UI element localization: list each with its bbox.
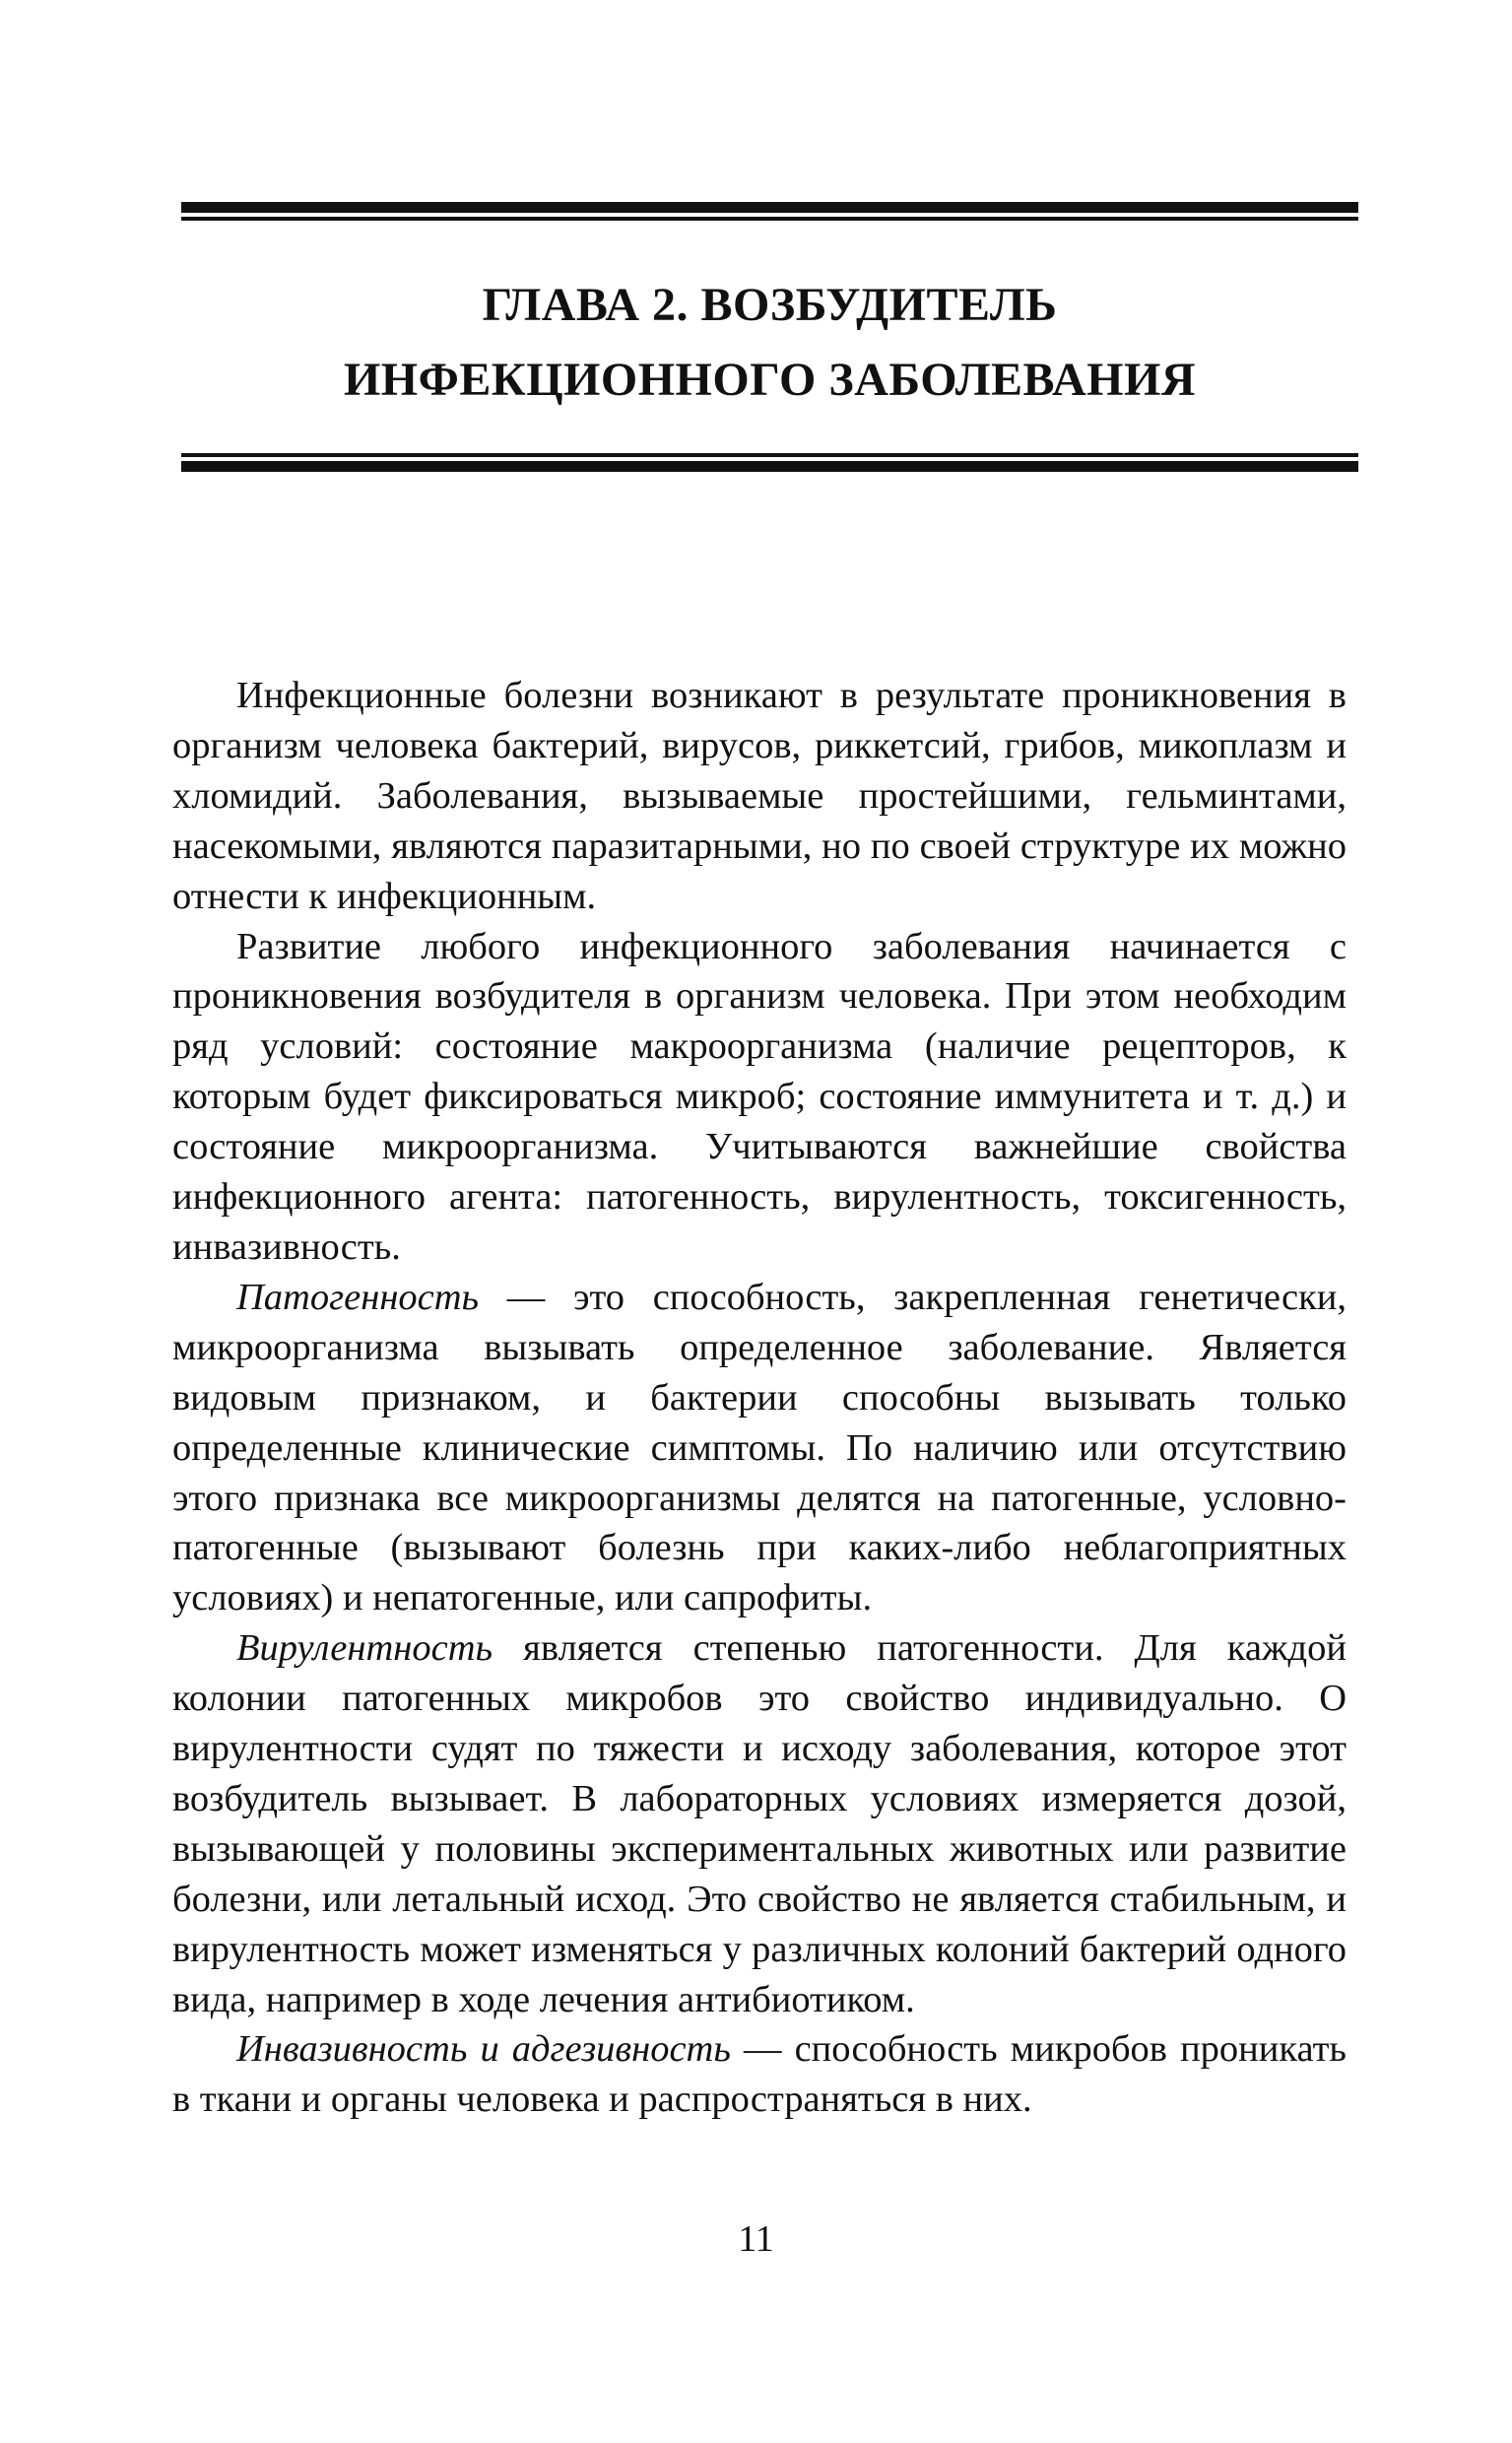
paragraph-pathogenicity <box>172 1273 1347 1623</box>
paragraph-virulence <box>172 1623 1347 2024</box>
top-thin-line <box>181 217 1358 221</box>
chapter-title-line-1: ГЛАВА 2. ВОЗБУДИТЕЛЬ <box>482 279 1058 331</box>
term-invasiveness: Инвазивность и адгезивность <box>236 2028 731 2071</box>
bottom-thin-line <box>181 453 1358 457</box>
body-text <box>172 671 1347 2125</box>
bottom-thick-line <box>181 461 1358 472</box>
paragraph-text: Развитие любого инфекционного заболевания начинается с проникновения возбудителя в организм человека. При этом необходим ряд условий: состояние макроорганизма (наличие рецепторов, к которым будет фиксироваться микроб; состояние иммунитета и т. д.) и состояние микроорганизма. Учитываются важнейшие свойства инфекционного агента: патогенность, вирулентность, токсигенность, инвазивность. <box>172 925 1347 1268</box>
term-virulence: Вирулентность <box>236 1627 493 1670</box>
paragraph-invasiveness <box>172 2024 1347 2125</box>
paragraph-development <box>172 922 1347 1273</box>
page-number: 11 <box>738 2218 774 2260</box>
chapter-title-line-2: ИНФЕКЦИОННОГО ЗАБОЛЕВАНИЯ <box>343 354 1197 406</box>
top-double-rule <box>181 202 1358 221</box>
paragraph-text: Инфекционные болезни возникают в результате проникновения в организм человека бактерий, вирусов, риккетсий, грибов, микоплазм и хломидий. Заболевания, вызываемые простейшими, гельминтами, насекомыми, являются паразитарными, но по своей структуре их можно отнести к инфекционным. <box>172 675 1347 917</box>
paragraph-intro <box>172 671 1347 922</box>
term-pathogenicity: Патогенность <box>236 1276 480 1318</box>
top-thick-line <box>181 202 1358 213</box>
chapter-title <box>181 268 1358 418</box>
bottom-double-rule <box>181 453 1358 472</box>
paragraph-text: — способность микробов проникать в ткани и органы человека и распространяться в них. <box>172 2028 1347 2121</box>
paragraph-text: является степенью патогенности. Для каждой колонии патогенных микробов это свойство индивидуально. О вирулентности судят по тяжести и исходу заболевания, которое этот возбудитель вызывает. В лабораторных условиях измеряется дозой, вызывающей у половины экспериментальных животных или развитие болезни, или летальный исход. Это свойство не является стабильным, и вирулентность может изменяться у различных колоний бактерий одного вида, например в ходе лечения антибиотиком. <box>172 1627 1347 2020</box>
paragraph-text: — это способность, закрепленная генетически, микроорганизма вызывать определенное заболевание. Является видовым признаком, и бактерии способны вызывать только определенные клинические симптомы. По наличию или отсутствию этого признака все микроорганизмы делятся на патогенные, условно-патогенные (вызывают болезнь при каких-либо неблагоприятных условиях) и непатогенные, или сапрофиты. <box>172 1276 1347 1619</box>
